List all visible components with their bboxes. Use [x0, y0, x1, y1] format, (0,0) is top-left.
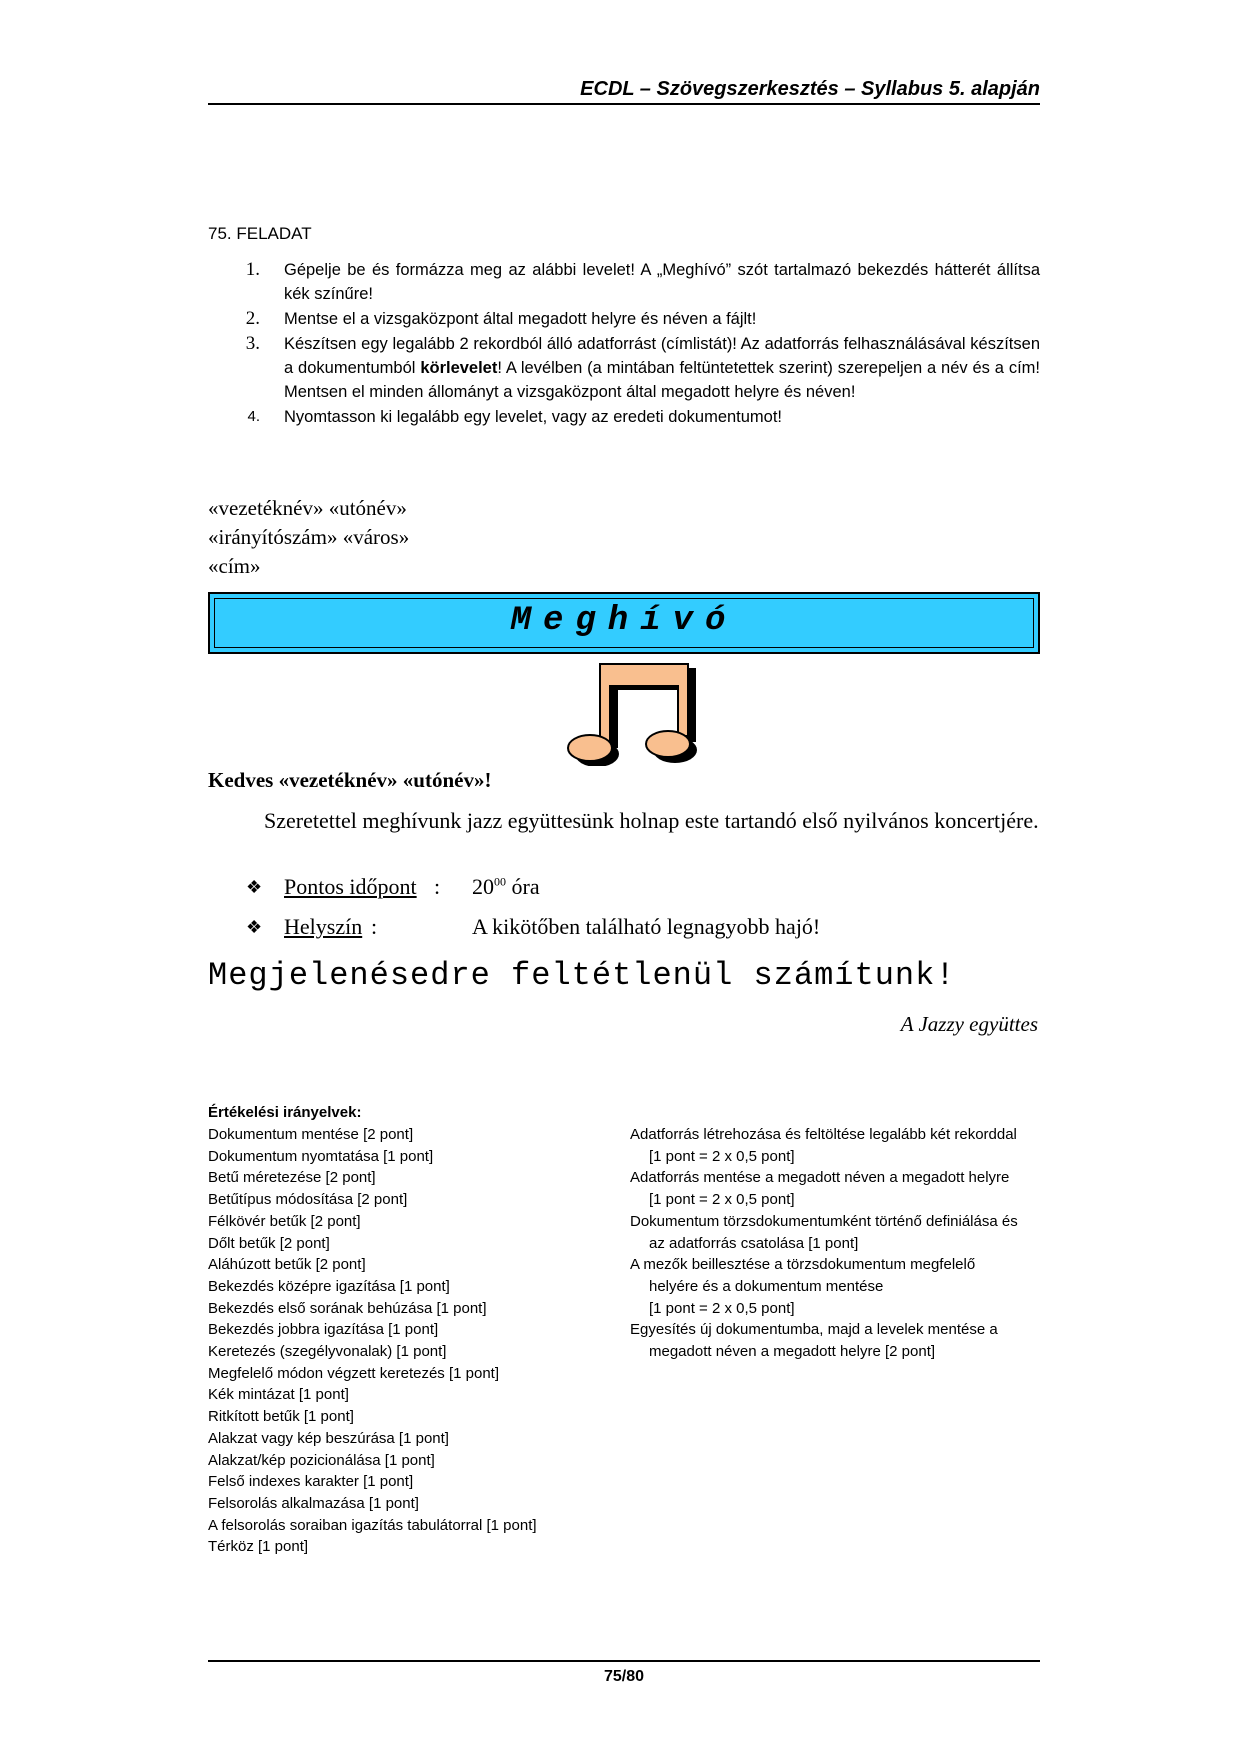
- task-number: 3.: [245, 333, 260, 354]
- evaluation-right-column: [630, 1124, 1018, 1363]
- evaluation-item: Dokumentum mentése [2 pont]: [208, 1126, 414, 1143]
- evaluation-item: Betűtípus módosítása [2 pont]: [208, 1191, 408, 1209]
- evaluation-item: Bekezdés középre igazítása [1 pont]: [208, 1277, 450, 1295]
- address-line-city: «irányítószám» «város»: [208, 525, 410, 549]
- task-text: [284, 332, 1040, 404]
- time-hour: 20: [472, 874, 494, 899]
- evaluation-item: Félkövér betűk [2 pont]: [208, 1212, 361, 1230]
- task-number: 1.: [245, 259, 260, 280]
- task-text: Mentse el a vizsgaközpont által megadott helyre és néven a fájlt!: [284, 310, 757, 328]
- header-rule: [208, 103, 1040, 105]
- evaluation-item: megadott néven a megadott helyre [2 pont]: [649, 1343, 936, 1361]
- evaluation-item: Adatforrás létrehozása és feltöltése legalább két rekorddal: [630, 1126, 1017, 1143]
- greeting: Kedves «vezetéknév» «utónév»!: [208, 768, 492, 792]
- evaluation-item: [1 pont = 2 x 0,5 pont]: [649, 1147, 795, 1165]
- task-text: Nyomtasson ki legalább egy levelet, vagy az eredeti dokumentumot!: [284, 408, 783, 426]
- page-number: 75/80: [603, 1668, 645, 1685]
- bullet-label-time: Pontos időpont: [284, 874, 417, 899]
- evaluation-item: [1 pont = 2 x 0,5 pont]: [649, 1191, 795, 1209]
- evaluation-item: Betű méretezése [2 pont]: [208, 1169, 376, 1187]
- evaluation-item: Bekezdés jobbra igazítása [1 pont]: [208, 1321, 439, 1339]
- evaluation-item: Felső indexes karakter [1 pont]: [208, 1473, 414, 1491]
- bullet-icon: ❖: [246, 877, 263, 897]
- evaluation-left-column: [208, 1124, 537, 1558]
- music-note-icon: [560, 662, 702, 766]
- evaluation-item: Megfelelő módon végzett keretezés [1 pont]: [208, 1364, 500, 1382]
- bullet-value-place: A kikötőben található legnagyobb hajó!: [472, 914, 821, 939]
- task-number: 4.: [247, 408, 260, 425]
- task-number: 2.: [245, 308, 260, 329]
- task-text: Gépelje be és formázza meg az alábbi levelet! A „Meghívó” szót tartalmazó bekezdés hátterét állítsa kék színűre!: [284, 261, 1040, 303]
- bullet-separator: :: [434, 874, 441, 899]
- evaluation-item: Kék mintázat [1 pont]: [208, 1386, 349, 1404]
- evaluation-item: Adatforrás mentése a megadott néven a megadott helyre: [630, 1169, 1010, 1187]
- footer-rule: [208, 1660, 1040, 1662]
- evaluation-item: Felsorolás alkalmazása [1 pont]: [208, 1494, 419, 1512]
- evaluation-item: Alakzat/kép pozicionálása [1 pont]: [208, 1451, 435, 1469]
- evaluation-item: Térköz [1 pont]: [208, 1538, 309, 1556]
- bullet-value-time: [472, 874, 540, 900]
- bullet-icon: ❖: [246, 917, 263, 937]
- invitation-banner: [208, 592, 1040, 654]
- time-unit: óra: [506, 874, 540, 899]
- task-heading: 75. FELADAT: [208, 224, 312, 243]
- evaluation-item: [1 pont = 2 x 0,5 pont]: [649, 1299, 795, 1317]
- address-line-name: «vezetéknév» «utónév»: [208, 496, 407, 520]
- banner-title: Meghívó: [510, 602, 738, 640]
- task-text-part: Készítsen egy legalább 2 rekordból álló adatforrást (címlistát)! Az adatforrás felhasználásával készítsen a dokumentumból: [284, 335, 1040, 377]
- evaluation-title: Értékelési irányelvek:: [208, 1104, 362, 1121]
- bullet-label-place: Helyszín: [284, 914, 363, 939]
- evaluation-item: Egyesítés új dokumentumba, majd a levelek mentése a: [630, 1321, 998, 1339]
- task-text-bold: körlevelet: [420, 359, 498, 377]
- evaluation-item: Bekezdés első sorának behúzása [1 pont]: [208, 1299, 487, 1317]
- evaluation-item: Dokumentum törzsdokumentumként történő definiálása és: [630, 1212, 1018, 1230]
- time-minutes: 00: [494, 874, 506, 889]
- evaluation-item: Alakzat vagy kép beszúrása [1 pont]: [208, 1429, 449, 1447]
- evaluation-item: Ritkított betűk [1 pont]: [208, 1408, 354, 1426]
- evaluation-item: Dokumentum nyomtatása [1 pont]: [208, 1147, 434, 1165]
- signature: A Jazzy együttes: [900, 1012, 1038, 1036]
- task-text-part: ! A levélben (a mintában feltüntetettek szerint) szerepeljen a név és a cím! Mentsen el minden állományt a vizsgaközpont által megadott helyre és néven!: [284, 359, 1041, 401]
- evaluation-item: Dőlt betűk [2 pont]: [208, 1234, 330, 1252]
- evaluation-item: A felsorolás soraiban igazítás tabulátorral [1 pont]: [208, 1516, 537, 1534]
- address-line-street: «cím»: [208, 554, 261, 578]
- header-title: ECDL – Szövegszerkesztés – Syllabus 5. alapján: [580, 78, 1040, 100]
- closing-line: Megjelenésedre feltétlenül számítunk!: [208, 957, 956, 994]
- evaluation-item: Aláhúzott betűk [2 pont]: [208, 1256, 366, 1274]
- evaluation-item: Keretezés (szegélyvonalak) [1 pont]: [208, 1343, 447, 1361]
- evaluation-item: az adatforrás csatolása [1 pont]: [649, 1234, 859, 1252]
- evaluation-item: A mezők beillesztése a törzsdokumentum megfelelő: [630, 1256, 976, 1274]
- bullet-separator: :: [371, 914, 378, 939]
- evaluation-item: helyére és a dokumentum mentése: [649, 1277, 884, 1295]
- letter-body: Szeretettel meghívunk jazz együttesünk holnap este tartandó első nyilvános koncertjére.: [264, 808, 1039, 833]
